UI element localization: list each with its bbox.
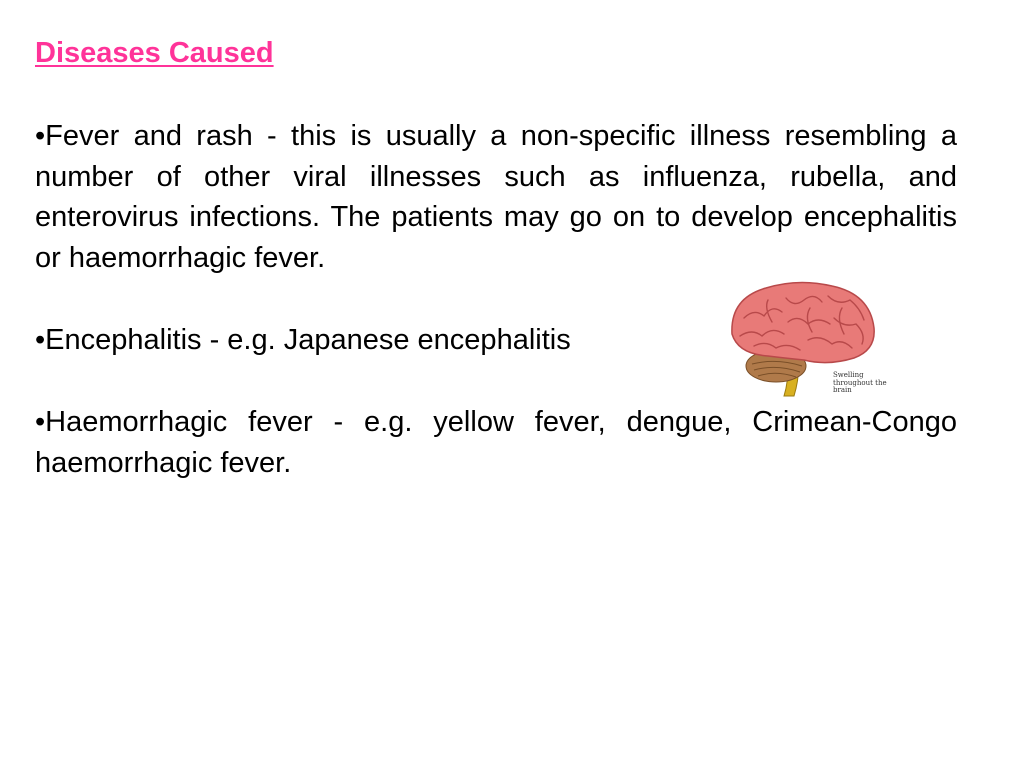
slide-title: Diseases Caused xyxy=(35,37,274,69)
bullet-encephalitis: •Encephalitis - e.g. Japanese encephalitis xyxy=(35,324,571,356)
bullet-haemorrhagic-fever: •Haemorrhagic fever - e.g. yellow fever, dengue, Crimean-Congo haemorrhagic fever. xyxy=(35,406,957,479)
bullet-fever-and-rash: •Fever and rash - this is usually a non-specific illness resembling a number of other viral illnesses such as influenza, rubella, and enterovirus infections. The patients may go on to develop encephalitis or haemorrhagic fever. xyxy=(35,120,957,274)
figure-caption: Swelling throughout the brain xyxy=(833,371,887,394)
